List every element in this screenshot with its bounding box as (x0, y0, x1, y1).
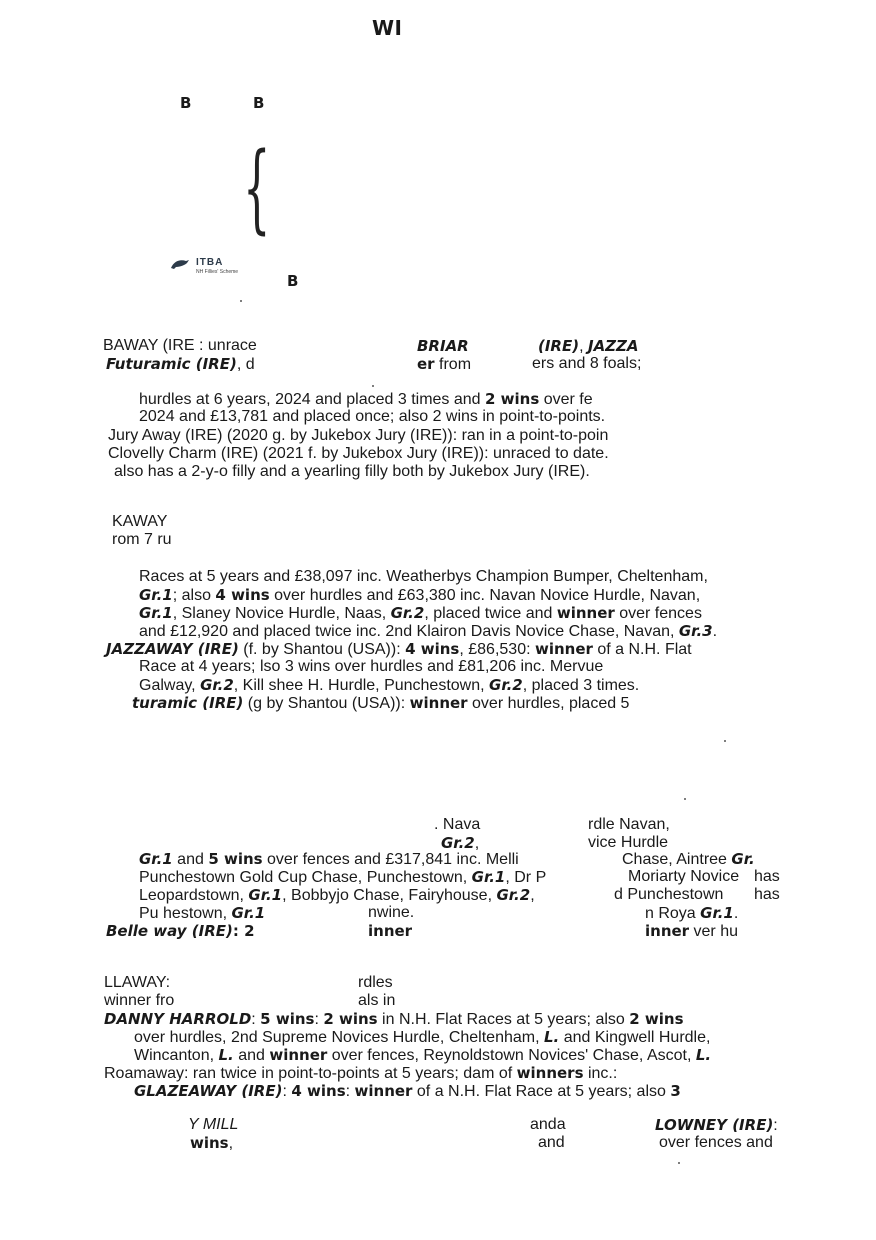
s2-line-1: Races at 5 years and £38,097 inc. Weatherbys Champion Bumper, Cheltenham, (139, 568, 708, 585)
s2-line-5: JAZZAWAY (IRE) (f. by Shantou (USA)): 4 wins, £86,530: winner of a N.H. Flat (106, 640, 692, 658)
s3-line-3-tail: has (754, 886, 780, 903)
s3-frag-2b: vice Hurdle (588, 834, 669, 851)
itba-logo-text: ITBA (196, 257, 224, 268)
pedigree-brace-icon: { (243, 132, 271, 244)
s3-frag-1b: rdle Navan, (588, 816, 670, 833)
s2-line-6: Race at 4 years; lso 3 wins over hurdles and £81,206 inc. Mervue (139, 658, 604, 675)
intro-line-1-tail: (IRE), JAZZA (538, 337, 639, 355)
s2-heading-1: KAWAY (112, 513, 168, 530)
s3-line-3: Leopardstown, Gr.1, Bobbyjo Chase, Fairyhouse, Gr.2, (139, 886, 535, 904)
s2-heading-2: rom 7 ru (112, 531, 172, 548)
s3-frag-2a: Gr.2, (441, 834, 480, 852)
s5-line-1c: LOWNEY (IRE): (655, 1116, 778, 1134)
s4-heading-1: LLAWAY: (104, 974, 171, 991)
s3-line-1: Gr.1 and 5 wins over fences and £317,841 inc. Melli (139, 850, 519, 868)
speck (684, 798, 686, 800)
s2-line-3: Gr.1, Slaney Novice Hurdle, Naas, Gr.2, placed twice and winner over fences (139, 604, 702, 622)
intro-line-2: Futuramic (IRE), d (106, 355, 255, 373)
speck (240, 300, 242, 302)
s3-line-2-mid: Moriarty Novice (628, 868, 740, 885)
intro-line-1: BAWAY (IRE : unrace (103, 337, 257, 354)
s3-frag-1a: . Nava (434, 816, 481, 833)
s5-line-1b: anda (530, 1116, 566, 1133)
s5-line-1a: Y MILL (188, 1116, 239, 1133)
pedigree-sire-initial: B (180, 94, 192, 112)
s4-line-2: over hurdles, 2nd Supreme Novices Hurdle, Cheltenham, L. and Kingwell Hurdle, (134, 1028, 711, 1046)
s3-line-3-mid: d Punchestown (614, 886, 724, 903)
s2-line-7: Galway, Gr.2, Kill shee H. Hurdle, Punchestown, Gr.2, placed 3 times. (139, 676, 640, 694)
s4-line-3: Wincanton, L. and winner over fences, Reynoldstown Novices' Chase, Ascot, L. (134, 1046, 712, 1064)
s3-line-2-tail: has (754, 868, 780, 885)
speck (724, 740, 726, 742)
p1-line-3: Jury Away (IRE) (2020 g. by Jukebox Jury (IRE)): ran in a point-to-poin (108, 427, 609, 444)
pedigree-dam-initial: B (253, 94, 265, 112)
s3-line-4: Pu hestown, Gr.1 (139, 904, 266, 922)
p1-line-4: Clovelly Charm (IRE) (2021 f. by Jukebox Jury (IRE)): unraced to date. (108, 445, 609, 462)
s3-line-1-tail: Chase, Aintree Gr. (622, 850, 755, 868)
s3-line-5-tail: inner ver hu (645, 922, 738, 940)
itba-logo-icon (170, 258, 190, 270)
speck (372, 385, 374, 387)
s4-line-5: GLAZEAWAY (IRE): 4 wins: winner of a N.H. Flat Race at 5 years; also 3 (134, 1082, 681, 1100)
intro-line-2-mid: er from (417, 355, 472, 373)
s3-line-2: Punchestown Gold Cup Chase, Punchestown, Gr.1, Dr P (139, 868, 547, 886)
s4-line-1: DANNY HARROLD: 5 wins: 2 wins in N.H. Flat Races at 5 years; also 2 wins (104, 1010, 684, 1028)
intro-line-1-briar: BRIAR (417, 337, 469, 355)
s4-line-4: Roamaway: ran twice in point-to-points at 5 years; dam of winners inc.: (104, 1064, 618, 1082)
s3-line-5: Belle way (IRE): 2 (106, 922, 255, 940)
intro-line-2-tail: ers and 8 foals; (532, 355, 642, 372)
p1-line-1: hurdles at 6 years, 2024 and placed 3 times and 2 wins over fe (139, 390, 593, 408)
itba-logo-subtitle: NH Fillies' Scheme (196, 269, 239, 275)
pedigree-third-initial: B (287, 272, 299, 290)
s2-line-8: turamic (IRE) (g by Shantou (USA)): winner over hurdles, placed 5 (132, 694, 630, 712)
s3-line-5-mid: inner (368, 922, 413, 940)
s5-line-2c: over fences and (659, 1134, 773, 1151)
s4-heading-2: winner fro (104, 992, 175, 1009)
s2-line-4: and £12,920 and placed twice inc. 2nd Klairon Davis Novice Chase, Navan, Gr.3. (139, 622, 718, 640)
p1-line-5: also has a 2-y-o filly and a yearling filly both by Jukebox Jury (IRE). (114, 463, 590, 480)
s2-line-2: Gr.1; also 4 wins over hurdles and £63,380 inc. Navan Novice Hurdle, Navan, (139, 586, 701, 604)
speck (678, 1162, 680, 1164)
s5-line-2a: wins, (190, 1134, 234, 1152)
p1-line-2: 2024 and £13,781 and placed once; also 2 wins in point-to-points. (139, 408, 606, 425)
s3-line-4-mid: nwine. (368, 904, 415, 921)
s5-line-2b: and (538, 1134, 565, 1151)
s3-line-4-tail: n Roya Gr.1. (645, 904, 739, 922)
s4-heading-2b: als in (358, 992, 396, 1009)
page-title: WI (372, 16, 403, 40)
s4-heading-1b: rdles (358, 974, 393, 991)
